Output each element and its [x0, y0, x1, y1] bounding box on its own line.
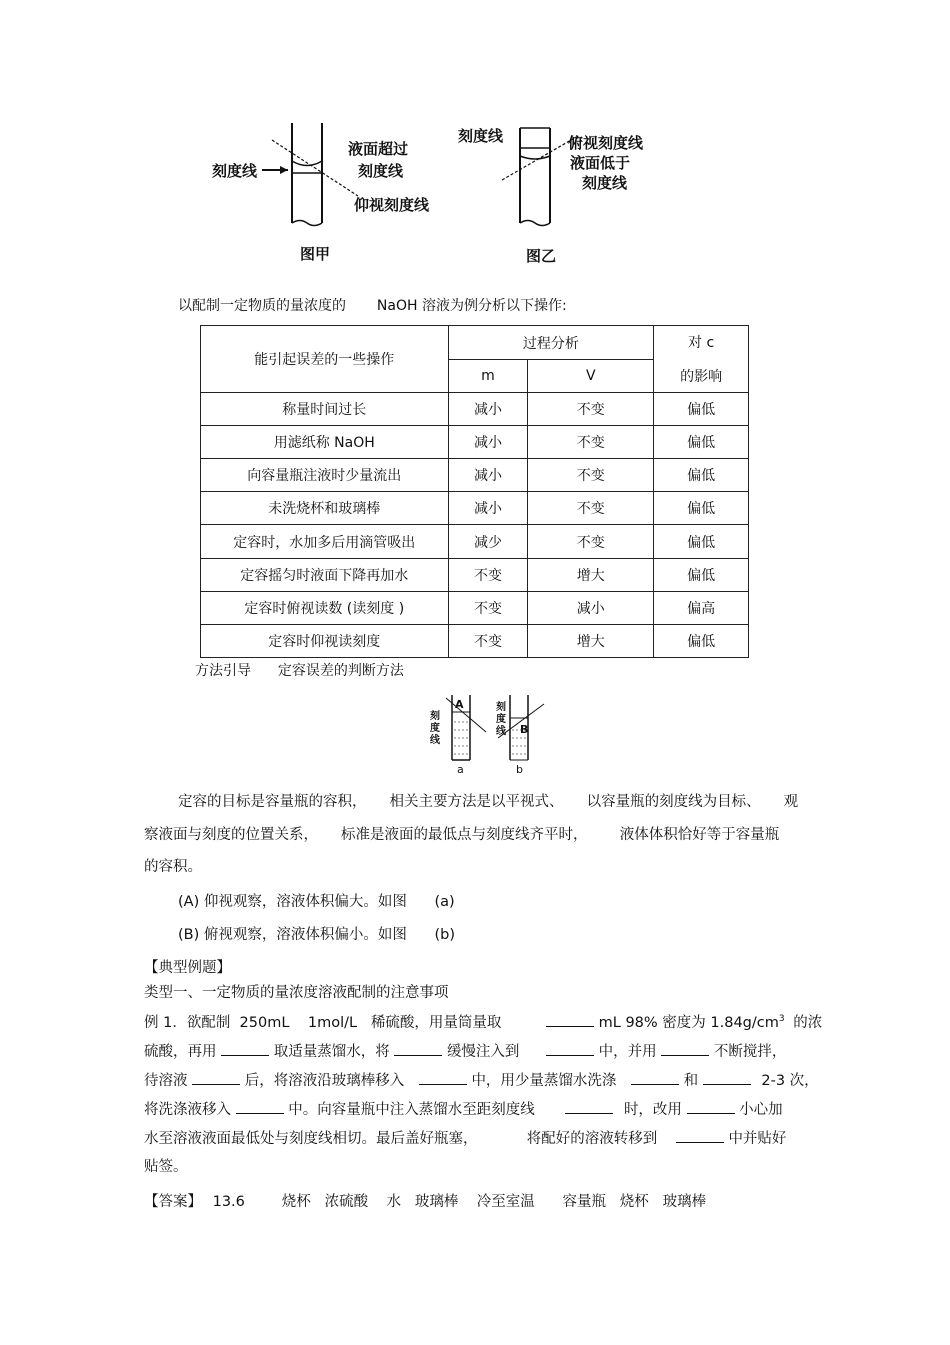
- row-m: 不变: [448, 559, 528, 592]
- mark-b: B: [520, 723, 529, 736]
- small-right-label: 刻度线: [496, 702, 506, 737]
- small-figure-diagram: [428, 690, 553, 780]
- blank-9[interactable]: [703, 1072, 751, 1085]
- yi-caption: 图乙: [526, 247, 557, 265]
- row-op: 称量时间过长: [201, 393, 449, 426]
- table-row: [201, 592, 749, 625]
- yi-right-label-3: 刻度线: [582, 174, 628, 192]
- row-c: 偏低: [654, 426, 749, 459]
- answer-line: [144, 1190, 706, 1211]
- row-op: 向容量瓶注液时少量流出: [201, 459, 449, 492]
- row-m: 减小: [448, 426, 528, 459]
- q5-a: 水至溶液液面最低处与刻度线相切。最后盖好瓶塞，: [144, 1131, 478, 1147]
- blank-8[interactable]: [631, 1072, 679, 1085]
- row-c: 偏低: [654, 459, 749, 492]
- q2-b: 取适量蒸馏水，将: [273, 1044, 390, 1060]
- q4-c: 时，改用: [623, 1102, 682, 1118]
- q1-start: 例 1．欲配制 250mL 1mol/L 稀硫酸，用量筒量取: [144, 1015, 502, 1031]
- q2-a: 硫酸，再用: [144, 1044, 217, 1060]
- row-op: 定容时，水加多后用滴管吸出: [201, 525, 449, 559]
- row-v: 不变: [528, 525, 654, 559]
- yi-right-label-2: 液面低于: [570, 154, 631, 172]
- explain-b: (B) 俯视观察，溶液体积偏小。如图 (b): [178, 927, 456, 943]
- q5-b: 将配好的溶液转移到: [526, 1131, 658, 1147]
- blank-12[interactable]: [687, 1101, 735, 1114]
- explain-line-3: 的容积。: [144, 859, 202, 875]
- q3-e: 2-3 次，: [761, 1073, 819, 1089]
- intro-line: [178, 295, 567, 315]
- table-row: [201, 525, 749, 559]
- q4-d: 小心加: [739, 1102, 783, 1118]
- table-row: [201, 426, 749, 459]
- jia-caption: 图甲: [300, 245, 331, 263]
- blank-1[interactable]: [546, 1014, 594, 1027]
- row-v: 不变: [528, 459, 654, 492]
- question-line-3: [144, 1069, 819, 1090]
- table-row: [201, 559, 749, 592]
- question-line-4: [144, 1098, 783, 1119]
- explain-line-2: 察液面与刻度的位置关系， 标准是液面的最低点与刻度线齐平时， 液体体积恰好等于容量瓶: [144, 827, 780, 843]
- row-op: 未洗烧杯和玻璃棒: [201, 492, 449, 525]
- row-m: 减小: [448, 393, 528, 426]
- row-c: 偏高: [654, 592, 749, 625]
- header-operation: 能引起误差的一些操作: [201, 326, 449, 393]
- method-title: 定容误差的判断方法: [277, 663, 404, 679]
- blank-6[interactable]: [192, 1072, 240, 1085]
- row-c: 偏低: [654, 525, 749, 559]
- header-effect: [654, 326, 749, 393]
- section-heading: 【典型例题】: [144, 960, 231, 976]
- q5-c: 中并贴好: [728, 1131, 787, 1147]
- q2-c: 缓慢注入到: [446, 1044, 520, 1060]
- table-row: [201, 459, 749, 492]
- blank-13[interactable]: [676, 1130, 724, 1143]
- blank-2[interactable]: [221, 1043, 269, 1056]
- table-row: [201, 625, 749, 658]
- question-line-6: 贴签。: [144, 1159, 188, 1175]
- row-c: 偏低: [654, 559, 749, 592]
- jia-left-label: 刻度线: [212, 162, 258, 180]
- blank-5[interactable]: [661, 1043, 709, 1056]
- row-v: 增大: [528, 559, 654, 592]
- q4-b: 中。向容量瓶中注入蒸馏水至距刻度线: [288, 1102, 535, 1118]
- method-label: 方法引导: [195, 663, 251, 679]
- yi-right-label-1: 俯视刻度线: [568, 134, 644, 152]
- question-line-5: [144, 1127, 786, 1148]
- intro-part2: NaOH 溶液为例分析以下操作:: [376, 298, 567, 314]
- row-c: 偏低: [654, 492, 749, 525]
- q1-end: 的浓: [793, 1015, 823, 1031]
- jia-right-label-1: 液面超过: [348, 140, 409, 158]
- yi-left-label: 刻度线: [458, 127, 504, 145]
- answer-label: 【答案】: [144, 1194, 202, 1210]
- answer-text: 13.6 烧杯 浓硫酸 水 玻璃棒 冷至室温 容量瓶 烧杯 玻璃棒: [212, 1194, 707, 1210]
- row-v: 增大: [528, 625, 654, 658]
- blank-11[interactable]: [565, 1101, 613, 1114]
- header-effect-line2: 的影响: [680, 369, 723, 385]
- explain-a: (A) 仰视观察，溶液体积偏大。如图 (a): [178, 894, 455, 910]
- q2-e: 不断搅拌，: [713, 1044, 787, 1060]
- row-v: 不变: [528, 393, 654, 426]
- row-m: 不变: [448, 625, 528, 658]
- blank-10[interactable]: [236, 1101, 284, 1114]
- row-op: 定容时俯视读数 (读刻度 ): [201, 592, 449, 625]
- q3-b: 后，将溶液沿玻璃棒移入: [244, 1073, 405, 1089]
- header-m: m: [448, 360, 528, 393]
- q1-a: mL 98% 密度为 1.84g/cm: [598, 1015, 779, 1031]
- header-process: 过程分析: [448, 326, 654, 360]
- q3-c: 中，用少量蒸馏水洗涤: [471, 1073, 617, 1089]
- intro-part1: 以配制一定物质的量浓度的: [178, 298, 346, 314]
- question-line-2: [144, 1040, 786, 1061]
- method-heading: [195, 660, 404, 680]
- mark-a: A: [455, 698, 464, 711]
- row-v: 不变: [528, 426, 654, 459]
- jia-right-label-3: 仰视刻度线: [354, 196, 430, 214]
- q3-d: 和: [683, 1073, 699, 1089]
- jia-right-label-2: 刻度线: [358, 162, 404, 180]
- row-m: 减小: [448, 492, 528, 525]
- row-c: 偏低: [654, 393, 749, 426]
- type1-heading: 类型一、一定物质的量浓度溶液配制的注意事项: [144, 985, 449, 1001]
- row-m: 不变: [448, 592, 528, 625]
- q2-d: 中，并用: [598, 1044, 657, 1060]
- header-v: V: [528, 360, 654, 393]
- blank-3[interactable]: [394, 1043, 442, 1056]
- row-m: 减小: [448, 459, 528, 492]
- row-op: 定容摇匀时液面下降再加水: [201, 559, 449, 592]
- header-effect-line1: 对 c: [688, 335, 715, 351]
- row-c: 偏低: [654, 625, 749, 658]
- row-v: 减小: [528, 592, 654, 625]
- blank-4[interactable]: [546, 1043, 594, 1056]
- row-op: 定容时仰视读刻度: [201, 625, 449, 658]
- q4-a: 将洗涤液移入: [144, 1102, 231, 1118]
- table-row: [201, 393, 749, 426]
- q1-sup: 3: [778, 1014, 785, 1025]
- row-m: 减少: [448, 525, 528, 559]
- error-analysis-table: [200, 325, 749, 658]
- row-v: 不变: [528, 492, 654, 525]
- caption-b: b: [516, 763, 523, 776]
- blank-7[interactable]: [419, 1072, 467, 1085]
- small-left-label: 刻度线: [430, 711, 440, 746]
- q3-a: 待溶液: [144, 1073, 188, 1089]
- question-line-1: [144, 1011, 822, 1032]
- caption-a: a: [457, 763, 464, 776]
- table-row: [201, 492, 749, 525]
- row-op: 用滤纸称 NaOH: [201, 426, 449, 459]
- explain-line-1: 定容的目标是容量瓶的容积， 相关主要方法是以平视式、 以容量瓶的刻度线为目标、 观: [178, 794, 799, 810]
